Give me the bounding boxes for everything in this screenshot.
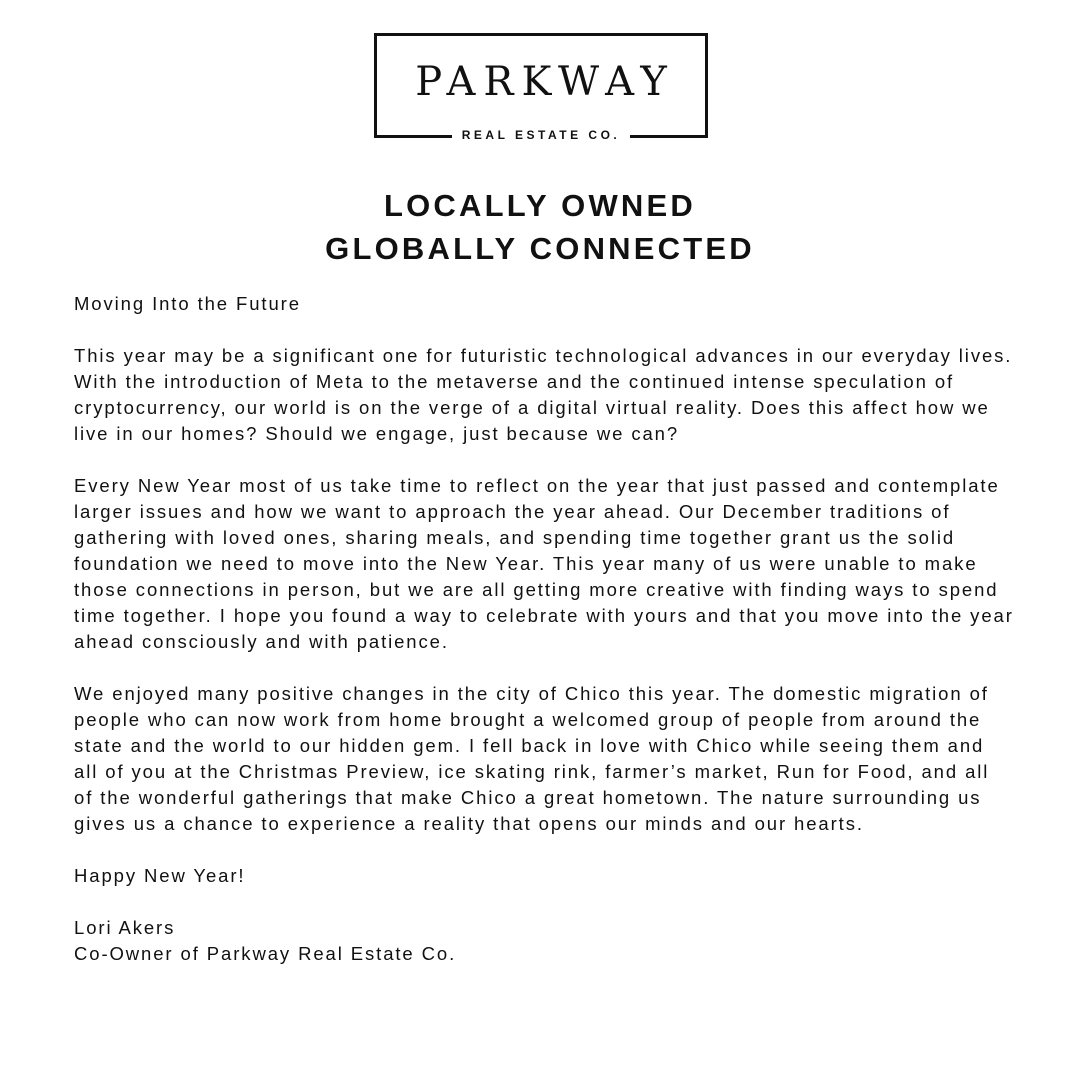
letter-body bbox=[74, 291, 1014, 967]
logo-tagline: REAL ESTATE CO. bbox=[452, 127, 631, 143]
signature-name: Lori Akers bbox=[74, 917, 176, 938]
letter-closing: Happy New Year! bbox=[74, 865, 246, 886]
parkway-logo bbox=[374, 33, 708, 142]
logo-tagline-wrap bbox=[377, 126, 705, 144]
letter-paragraph-2: Every New Year most of us take time to reflect on the year that just passed and contemplate larger issues and how we want to approach the year ahead. Our December traditions of gathering with loved ones, sharing meals, and spending time together grant us the solid foundation we need to move into the New Year. This year many of us were unable to make those connections in person, but we are all getting more creative with finding ways to spend time together. I hope you found a way to celebrate with yours and that you move into the year ahead consciously and with patience. bbox=[74, 475, 1014, 652]
headline-line-2: GLOBALLY CONNECTED bbox=[325, 231, 755, 266]
letter-paragraph-1: This year may be a significant one for futuristic technological advances in our everyday lives. With the introduction of Meta to the metaverse and the continued intense speculation of cryptocurrency, our world is on the verge of a digital virtual reality. Does this affect how we live in our homes? Should we engage, just because we can? bbox=[74, 345, 1013, 444]
headline bbox=[0, 184, 1080, 270]
signature-block bbox=[74, 915, 1014, 967]
letter-heading: Moving Into the Future bbox=[74, 293, 301, 314]
headline-line-1: LOCALLY OWNED bbox=[383, 188, 696, 223]
logo-name: PARKWAY bbox=[415, 59, 675, 105]
letter-paragraph-3: We enjoyed many positive changes in the city of Chico this year. The domestic migration of people who can now work from home brought a welcomed group of people from around the state and the world to our hidden gem. I fell back in love with Chico while seeing them and all of you at the Christmas Preview, ice skating rink, farmer’s market, Run for Food, and all of the wonderful gatherings that make Chico a great hometown. The nature surrounding us gives us a chance to experience a reality that opens our minds and our hearts. bbox=[74, 683, 990, 834]
signature-title: Co-Owner of Parkway Real Estate Co. bbox=[74, 943, 457, 964]
